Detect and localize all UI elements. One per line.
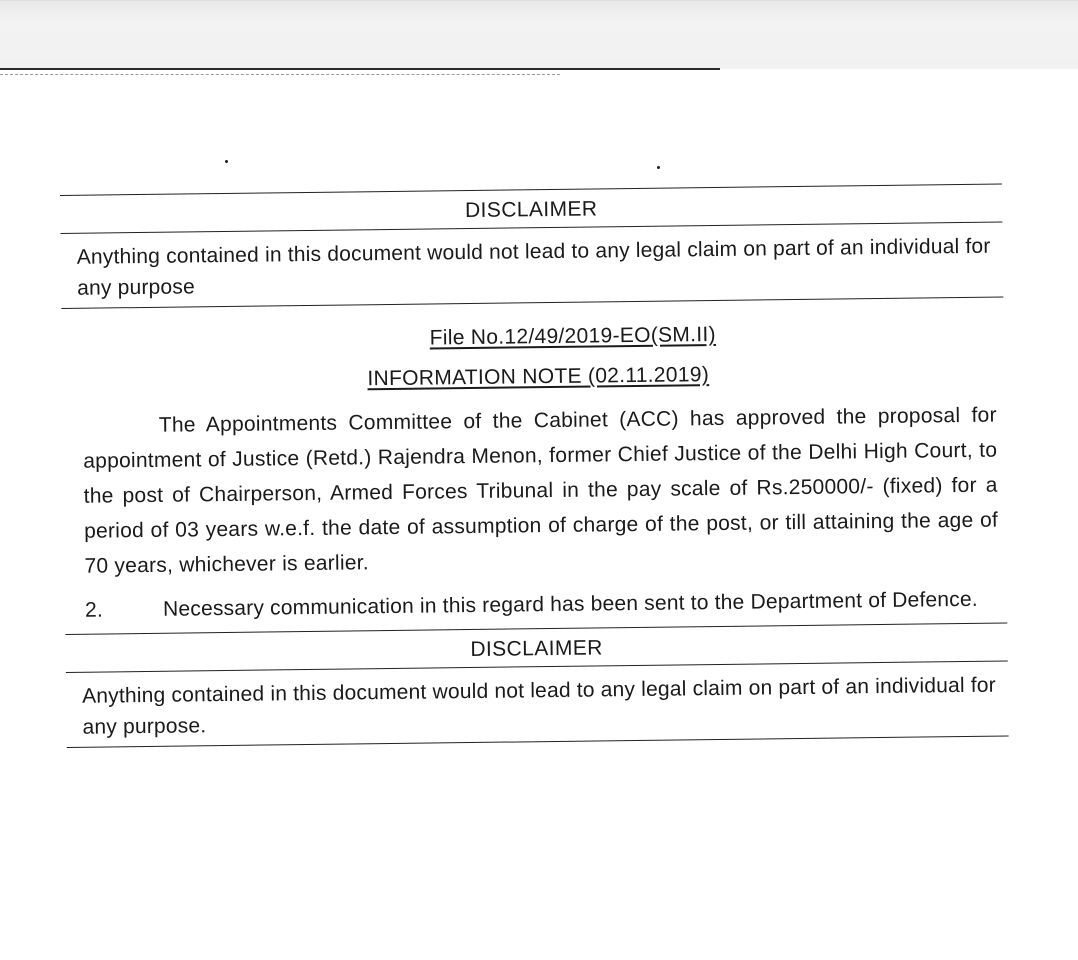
- paragraph-2-number: 2.: [84, 598, 104, 622]
- information-note-title-text: INFORMATION NOTE (02.11.2019): [367, 363, 710, 391]
- header-disclaimer-title: DISCLAIMER: [464, 197, 598, 223]
- scan-artifact-dashes: [0, 74, 560, 76]
- file-number-text: File No.12/49/2019-EO(SM.II): [429, 322, 716, 350]
- paragraph-1: [62, 383, 1006, 583]
- footer-disclaimer-text: Anything contained in this document would not lead to any legal claim on part of an individual for any purpose.: [81, 673, 997, 739]
- scan-edge-line: [0, 68, 720, 70]
- footer-disclaimer-title: DISCLAIMER: [470, 636, 603, 662]
- scan-speck: [225, 160, 228, 163]
- paragraph-2-text: Necessary communication in this regard has been sent to the Department of Defence.: [162, 587, 978, 621]
- scan-speck: [657, 166, 660, 169]
- file-number: [62, 319, 1004, 355]
- paragraph-indent: [83, 432, 159, 433]
- document-body: [60, 183, 1009, 747]
- paragraph-1-text: The Appointments Committee of the Cabinet (ACC) has approved the proposal for appointment of Justice (Retd.) Rajendra Menon, former Chief Justice of the Delhi High Court, to the post of Chairperson, Armed Forces Tribunal in the pay scale of Rs.250000/- (fixed) for a period of 03 years w.e.f. the date of assumption of charge of the post, or till attaining the age of 70 years, whichever is earlier.: [83, 403, 999, 578]
- header-disclaimer-text: Anything contained in this document would not lead to any legal claim on part of an individual for any purpose: [76, 234, 991, 300]
- viewer-top-bar: [0, 0, 1078, 69]
